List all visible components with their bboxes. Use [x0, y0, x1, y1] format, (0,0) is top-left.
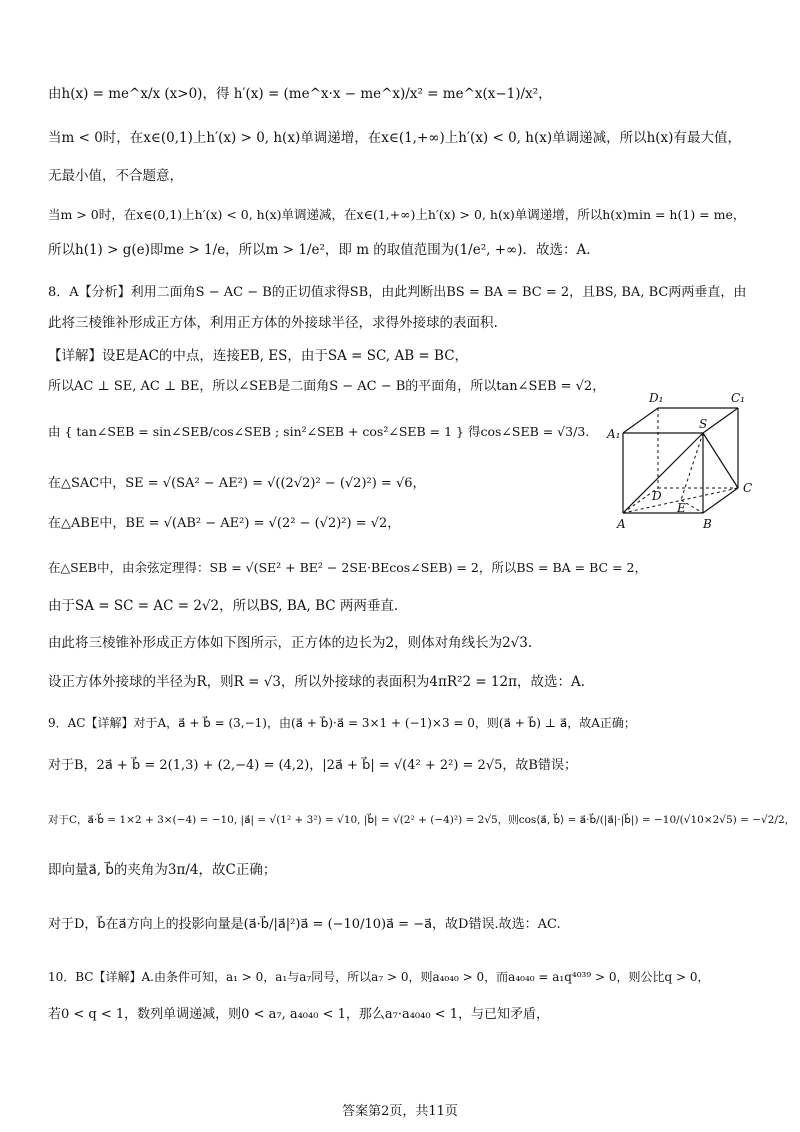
label-B: B [703, 517, 712, 531]
text-line-22: 10．BC【详解】A.由条件可知，a₁ > 0，a₁与a₇同号，所以a₇ > 0，则a₄₀₄₀ > 0，而a₄₀₄₀ = a₁q⁴⁰³⁹ > 0，则公比q > 0， [48, 970, 710, 984]
text-line-15: 由此将三棱锥补形成正方体如下图所示，正方体的边长为2，则体对角线长为2√3. [48, 635, 533, 651]
edge-SE [681, 433, 703, 500]
edge-SA [623, 433, 703, 513]
text-line-7: 此将三棱锥补形成正方体，利用正方体的外接球半径，求得外接球的表面积. [48, 315, 498, 331]
text-line-21: 对于D，b⃗在a⃗方向上的投影向量是(a⃗·b⃗/|a⃗|²)a⃗ = (−10/10)a⃗ = −a⃗，故D错误.故选：AC. [48, 917, 561, 932]
text-line-3: 无最小值，不合题意， [48, 168, 183, 184]
text-line-18: 对于B，2a⃗ + b⃗ = 2(1,3) + (2,−4) = (4,2)，|2a⃗ + b⃗| = √(4² + 2²) = 2√5，故B错误； [48, 758, 577, 773]
label-A1: A₁ [607, 427, 621, 441]
text-line-20: 即向量a⃗, b⃗的夹角为3π/4，故C正确； [48, 862, 277, 878]
label-C: C [743, 481, 753, 495]
edge-top-C1 [703, 408, 738, 433]
label-C1: C₁ [731, 391, 745, 405]
text-line-5: 所以h(1) > g(e)即me > 1/e，所以m > 1/e²，即 m 的取值范围为(1/e², +∞)．故选：A. [48, 242, 591, 258]
label-D1: D₁ [649, 391, 664, 405]
text-line-23: 若0 < q < 1，数列单调递减，则0 < a₇, a₄₀₄₀ < 1，那么a₇·a₄₀₄₀ < 1，与已知矛盾， [48, 1007, 549, 1022]
text-line-14: 由于SA = SC = AC = 2√2，所以BS, BA, BC 两两垂直. [48, 598, 399, 614]
text-line-17: 9．AC【详解】对于A，a⃗ + b⃗ = (3,−1)，由(a⃗ + b⃗)·a⃗ = 3×1 + (−1)×3 = 0，则(a⃗ + b⃗) ⊥ a⃗，故A正确； [48, 716, 636, 730]
text-line-10: 由 { tan∠SEB = sin∠SEB/cos∠SEB ; sin²∠SEB + cos²∠SEB = 1 } 得cos∠SEB = √3/3. [48, 424, 590, 439]
label-A: A [617, 517, 626, 531]
label-E: E [677, 501, 686, 515]
text-line-12: 在△ABE中，BE = √(AB² − AE²) = √(2² − (√2)²) = √2， [48, 516, 401, 531]
text-line-9: 所以AC ⊥ SE, AC ⊥ BE，所以∠SEB是二面角S − AC − B的平面角，所以tan∠SEB = √2， [48, 379, 606, 394]
text-line-8: 【详解】设E是AC的中点，连接EB, ES，由于SA = SC, AB = BC， [48, 348, 469, 364]
text-line-13: 在△SEB中，由余弦定理得：SB = √(SE² + BE² − 2SE·BEcos∠SEB) = 2，所以BS = BA = BC = 2， [48, 560, 647, 575]
edge-A1D1 [623, 408, 658, 433]
label-S: S [699, 417, 708, 431]
text-line-16: 设正方体外接球的半径为R，则R = √3，所以外接球的表面积为4πR²2 = 12π，故选：A. [48, 674, 586, 690]
cube-figure [603, 388, 783, 538]
text-line-2: 当m < 0时，在x∈(0,1)上h′(x) > 0, h(x)单调递增，在x∈(1,+∞)上h′(x) < 0, h(x)单调递减，所以h(x)有最大值， [48, 130, 741, 146]
text-line-6: 8．A【分析】利用二面角S − AC − B的正切值求得SB，由此判断出BS = BA = BC = 2，且BS, BA, BC两两垂直，由 [48, 285, 747, 300]
label-D: D [652, 489, 662, 503]
text-line-4: 当m > 0时，在x∈(0,1)上h′(x) < 0, h(x)单调递减，在x∈(1,+∞)上h′(x) > 0, h(x)单调递增，所以h(x)min = h(1) = me， [48, 207, 746, 222]
edge-SC [703, 433, 738, 488]
text-line-11: 在△SAC中，SE = √(SA² − AE²) = √((2√2)² − (√2)²) = √6， [48, 476, 426, 491]
text-line-19: 对于C，a⃗·b⃗ = 1×2 + 3×(−4) = −10, |a⃗| = √(1² + 3²) = √10, |b⃗| = √(2² + (−4)²) = 2√5，则cos⟨a⃗, b⃗⟩ = a⃗·b⃗/(|a⃗|·|b⃗|) = −10/(√10×2√5) = −√2/2， [48, 814, 796, 826]
page-footer: 答案第2页，共11页 [342, 1104, 458, 1119]
text-line-1: 由h(x) = me^x/x (x>0)，得 h′(x) = (me^x·x − me^x)/x² = me^x(x−1)/x²， [48, 86, 552, 102]
edge-BC [703, 488, 738, 513]
